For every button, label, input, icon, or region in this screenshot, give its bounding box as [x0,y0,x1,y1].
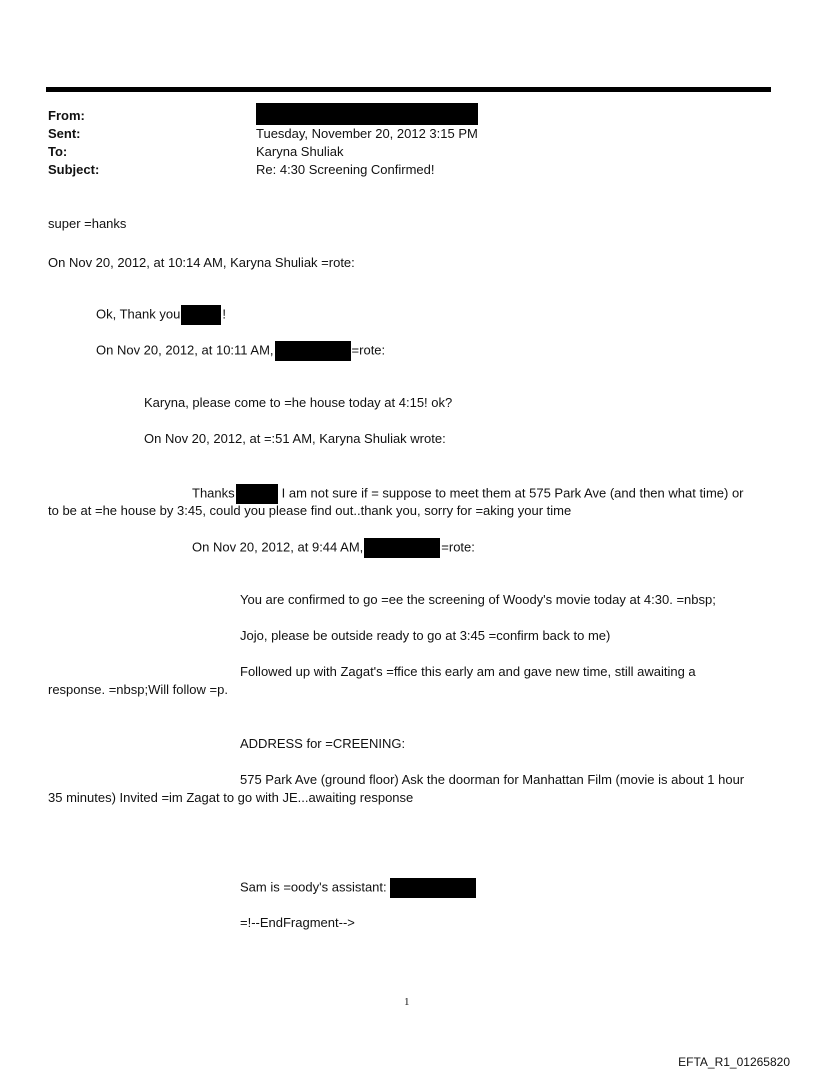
body-line: Karyna, please come to =he house today at 4:15! ok? [144,395,453,410]
body-line: You are confirmed to go =ee the screening of Woody's movie today at 4:30. =nbsp; [240,592,716,607]
sent-value: Tuesday, November 20, 2012 3:15 PM [256,126,478,141]
from-label: From: [48,108,85,123]
body-text: Sam is =oody's assistant: [240,879,387,895]
body-line [240,878,476,898]
body-line [192,484,744,504]
body-text: ! [222,306,226,322]
redaction-box [364,538,440,558]
bates-number: EFTA_R1_01265820 [678,1055,790,1069]
redaction-box [390,878,476,898]
body-line [96,305,226,325]
redaction-box [275,341,351,361]
page-number: 1 [404,996,410,1008]
quote-header [192,538,475,558]
body-text: Thanks [192,485,235,501]
from-value-redacted [256,103,478,125]
quote-header: On Nov 20, 2012, at 10:14 AM, Karyna Shuliak =rote: [48,255,355,270]
body-text: I am not sure if = suppose to meet them at 575 Park Ave (and then what time) or [281,485,744,501]
to-label: To: [48,144,68,159]
body-line: super =hanks [48,216,127,231]
body-line: Followed up with Zagat's =ffice this early am and gave new time, still awaiting a [240,664,696,679]
redaction-box [181,305,221,325]
sent-label: Sent: [48,126,81,141]
body-text: =rote: [351,342,386,358]
body-line: 575 Park Ave (ground floor) Ask the doorman for Manhattan Film (movie is about 1 hour [240,772,745,787]
subject-label: Subject: [48,162,100,177]
quote-header: On Nov 20, 2012, at =:51 AM, Karyna Shuliak wrote: [144,431,446,446]
body-line: =!--EndFragment--> [240,915,355,930]
body-line: response. =nbsp;Will follow =p. [48,682,228,697]
body-text: On Nov 20, 2012, at 9:44 AM, [192,539,364,555]
to-value: Karyna Shuliak [256,144,344,159]
header-rule [46,87,771,92]
body-line: to be at =he house by 3:45, could you please find out..thank you, sorry for =aking your time [48,503,572,518]
subject-value: Re: 4:30 Screening Confirmed! [256,162,435,177]
body-line: ADDRESS for =CREENING: [240,736,406,751]
body-line: Jojo, please be outside ready to go at 3:45 =confirm back to me) [240,628,611,643]
body-text: =rote: [441,539,475,555]
body-text: Ok, Thank you [96,306,181,322]
redaction-box [236,484,278,504]
redaction-box [256,103,478,125]
body-line: 35 minutes) Invited =im Zagat to go with JE...awaiting response [48,790,414,805]
quote-header [96,341,385,361]
body-text: On Nov 20, 2012, at 10:11 AM, [96,342,274,358]
